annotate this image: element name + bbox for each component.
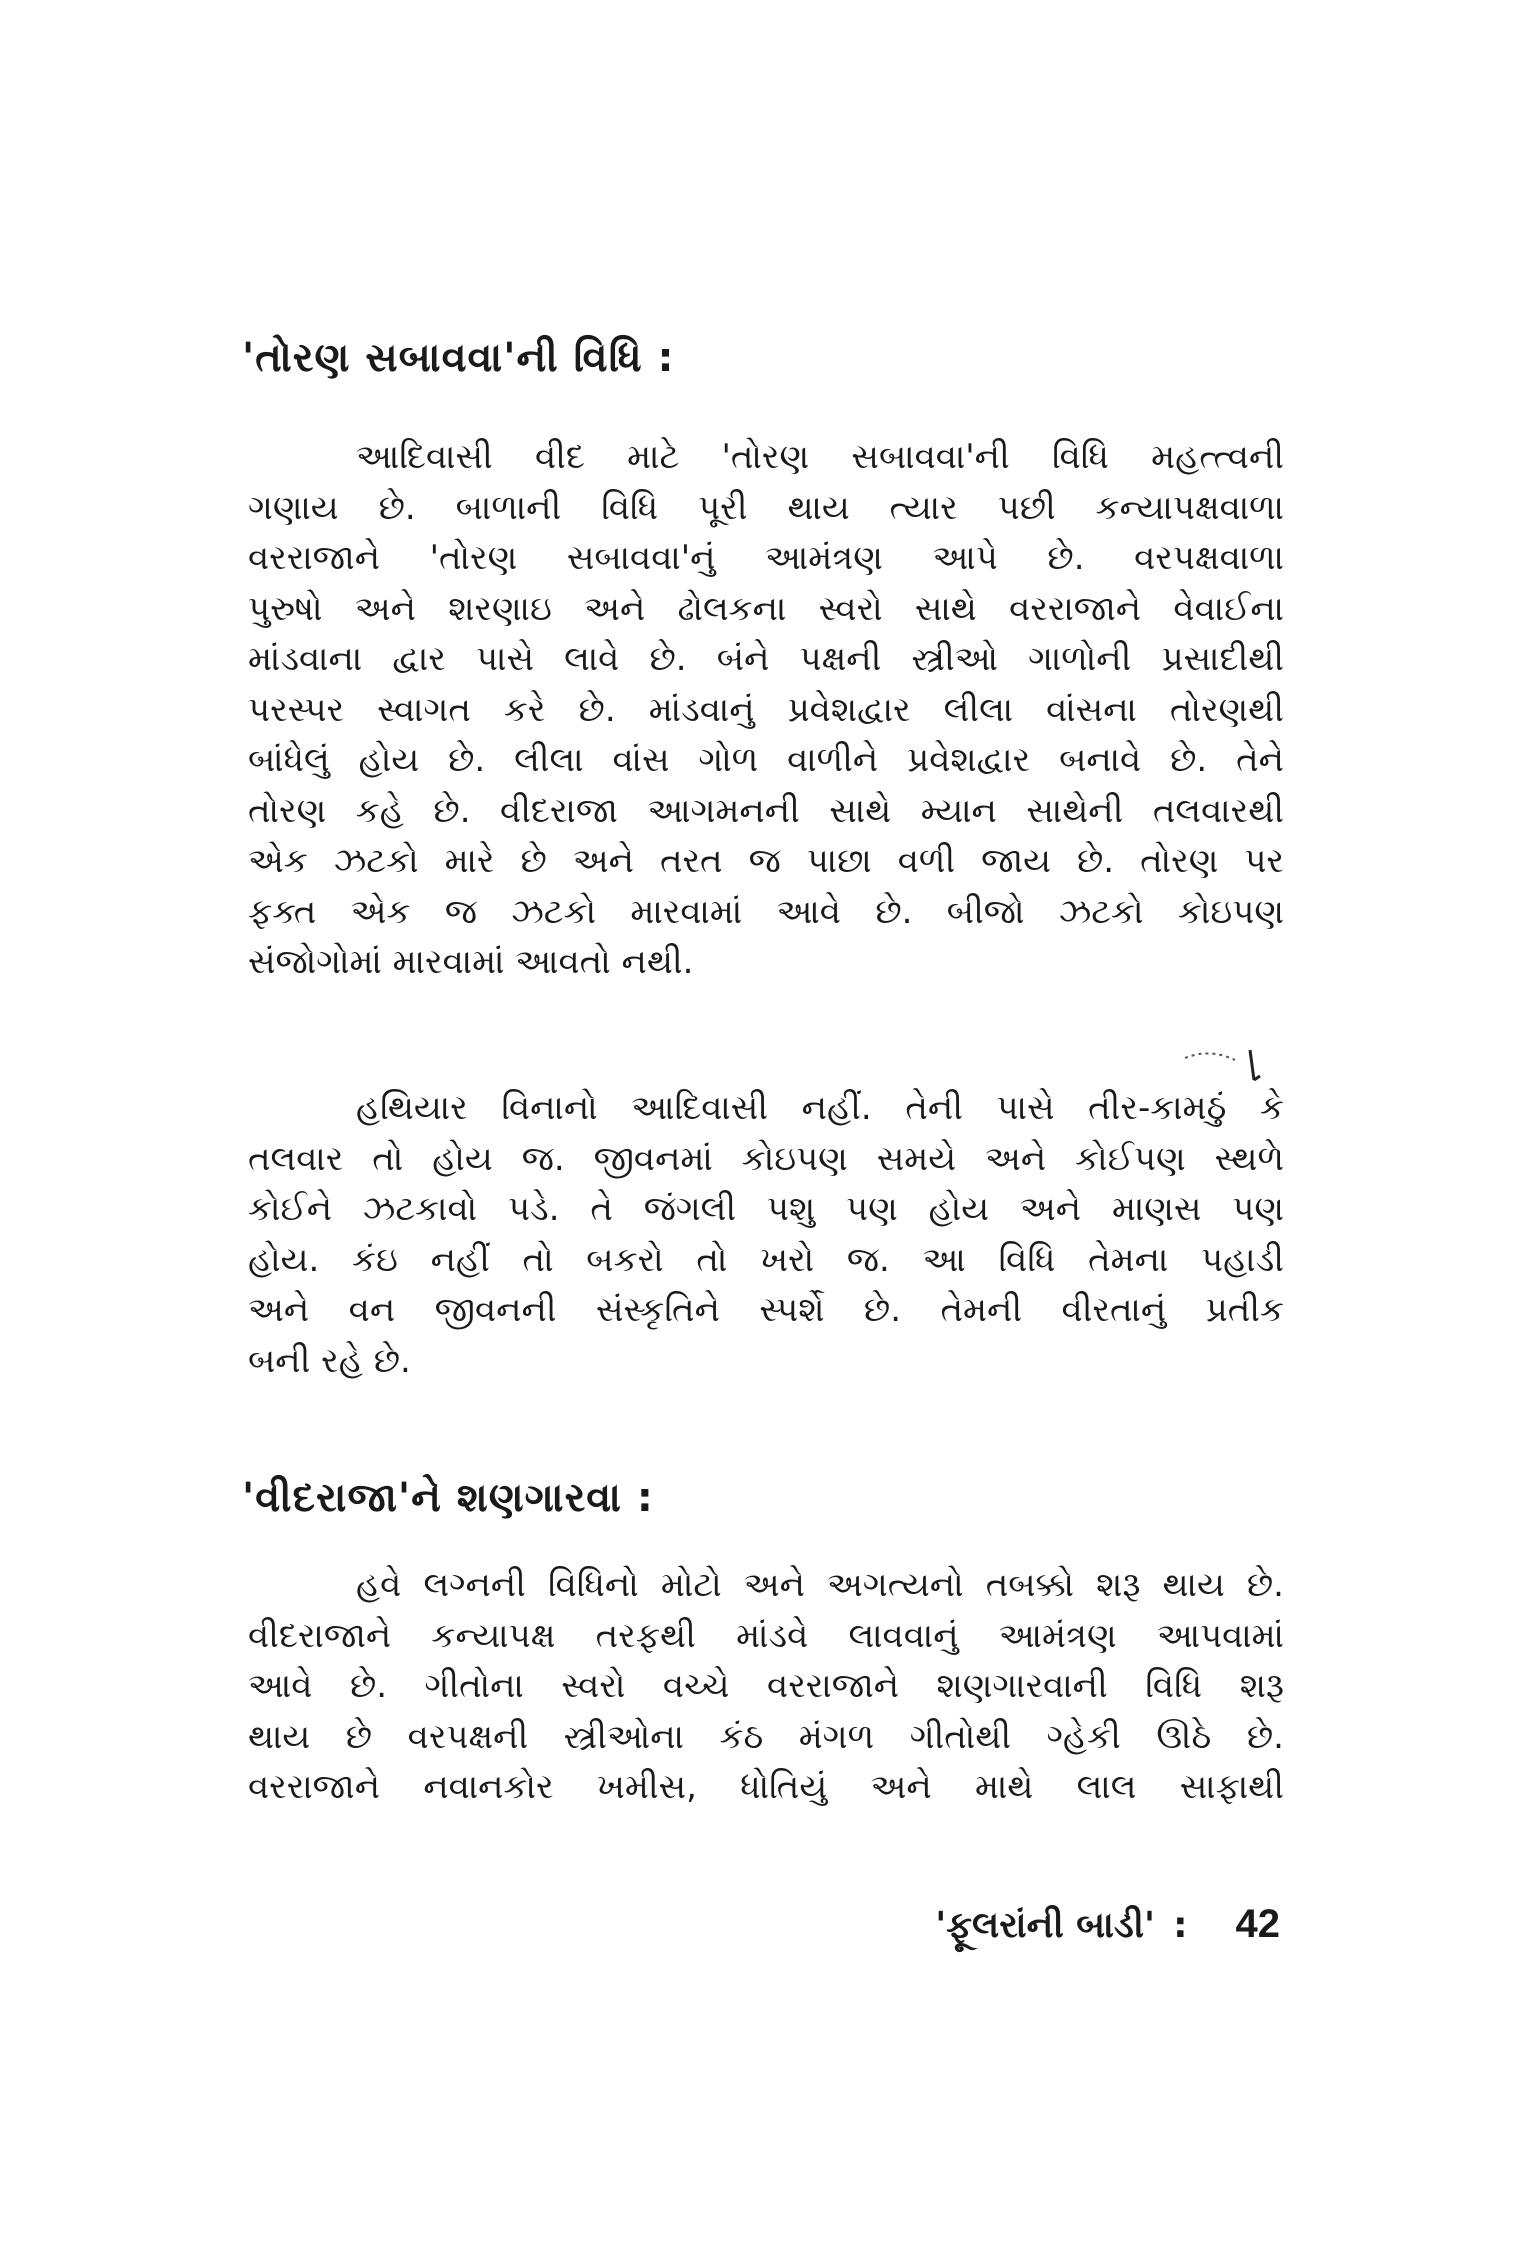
text-line: અને વન જીવનની સંસ્કૃતિને સ્પર્શે છે. તેમની વીરતાનું પ્રતીક — [248, 1290, 1284, 1330]
text-line: વરરાજાને 'તોરણ સબાવવા'નું આમંત્રણ આપે છે. વરપક્ષવાળા — [248, 538, 1284, 578]
text-line: હોય. કંઇ નહીં તો બકરો તો ખરો જ. આ વિધિ તેમના પહાડી — [248, 1239, 1284, 1280]
text-line: ફક્ત એક જ ઝટકો મારવામાં આવે છે. બીજો ઝટકો કોઇપણ — [248, 891, 1284, 932]
text-line: પરસ્પર સ્વાગત કરે છે. માંડવાનું પ્રવેશદ્વાર લીલા વાંસના તોરણથી — [248, 689, 1284, 730]
text-line: થાય છે વરપક્ષની સ્ત્રીઓના કંઠ મંગળ ગીતોથી ગ્હેકી ઊઠે છે. — [248, 1716, 1284, 1757]
section-heading-groom-dressing: 'વીદરાજા'ને શણગારવા : — [242, 1475, 654, 1521]
text-line: તોરણ કહે છે. વીદરાજા આગમનની સાથે મ્યાન સાથેની તલવારથી — [248, 790, 1284, 831]
paragraph-groom-dressing — [248, 1560, 1284, 1813]
text-line: આદિવાસી વીદ માટે 'તોરણ સબાવવા'ની વિધિ મહત્ત્વની — [356, 437, 1284, 477]
text-line: પુરુષો અને શરણાઇ અને ઢોલકના સ્વરો સાથે વરરાજાને વેવાઈના — [248, 588, 1284, 629]
paragraph-toran-ritual — [248, 432, 1284, 988]
paragraph-weapon — [248, 1083, 1284, 1386]
text-line: વીદરાજાને કન્યાપક્ષ તરફથી માંડવે લાવવાનું આમંત્રણ આપવામાં — [248, 1615, 1284, 1656]
text-line: તલવાર તો હોય જ. જીવનમાં કોઇપણ સમયે અને કોઈપણ સ્થળે — [248, 1138, 1284, 1179]
text-line: માંડવાના દ્વાર પાસે લાવે છે. બંને પક્ષની સ્ત્રીઓ ગાળોની પ્રસાદીથી — [248, 639, 1284, 679]
text-line: સંજોગોમાં મારવામાં આવતો નથી. — [248, 942, 694, 982]
text-line: ગણાય છે. બાળાની વિધિ પૂરી થાય ત્યાર પછી કન્યાપક્ષવાળા — [248, 487, 1284, 528]
text-line: કોઈને ઝટકાવો પડે. તે જંગલી પશુ પણ હોય અને માણસ પણ — [248, 1189, 1284, 1229]
footer-separator: : — [1173, 1905, 1188, 1946]
text-line: હથિયાર વિનાનો આદિવાસી નહીં. તેની પાસે તીર-કામઠું કે — [356, 1088, 1284, 1128]
text-line: આવે છે. ગીતોના સ્વરો વચ્ચે વરરાજાને શણગારવાની વિધિ શરૂ — [248, 1666, 1284, 1706]
page-footer — [935, 1902, 1280, 1947]
page-number: 42 — [1235, 1902, 1280, 1946]
text-line: બાંધેલું હોય છે. લીલા વાંસ ગોળ વાળીને પ્રવેશદ્વાર બનાવે છે. તેને — [248, 740, 1284, 780]
section-heading-toran: 'તોરણ સબાવવા'ની વિધિ : — [242, 335, 675, 381]
text-line: એક ઝટકો મારે છે અને તરત જ પાછા વળી જાય છે. તોરણ પર — [248, 841, 1284, 881]
footer-book-title: 'ફૂલરાંની બાડી' — [935, 1905, 1156, 1946]
text-line: વરરાજાને નવાનકોર ખમીસ, ધોતિયું અને માથે લાલ સાફાથી — [248, 1767, 1284, 1807]
text-line: હવે લગ્નની વિધિનો મોટો અને અગત્યનો તબક્કો શરૂ થાય છે. — [356, 1565, 1284, 1605]
text-line: બની રહે છે. — [248, 1340, 411, 1381]
